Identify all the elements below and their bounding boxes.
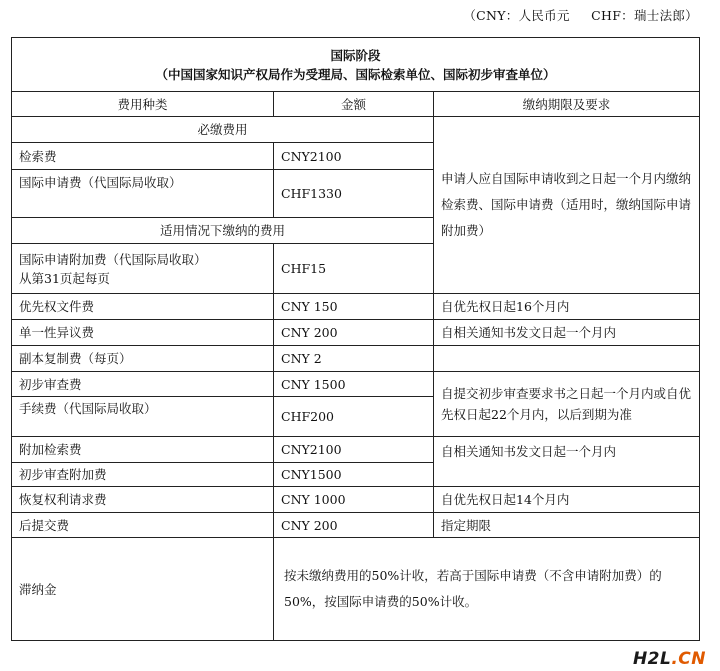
section-optional: 适用情况下缴纳的费用 <box>12 218 434 244</box>
late-payment-fee-description: 按未缴纳费用的50%计收，若高于国际申请费（不含申请附加费）的50%，按国际申请费的50%计收。 <box>274 538 700 641</box>
late-submission-fee-deadline: 指定期限 <box>434 513 700 538</box>
add-search-fee-amount: CNY2100 <box>274 437 434 463</box>
intl-filing-fee-amount: CHF1330 <box>274 170 434 218</box>
table-row <box>12 538 700 641</box>
extra-page-fee-type-line1: 国际申请附加费（代国际局收取） <box>19 251 207 267</box>
copy-fee-deadline <box>434 346 700 372</box>
fee-table <box>11 37 700 641</box>
add-prelim-fee-type: 初步审查附加费 <box>12 463 274 487</box>
group1-deadline: 申请人应自国际申请收到之日起一个月内缴纳检索费、国际申请费（适用时，缴纳国际申请附加费） <box>434 117 700 294</box>
extra-page-fee-type <box>12 244 274 294</box>
copy-fee-amount: CNY 2 <box>274 346 434 372</box>
group3-deadline: 自相关通知书发文日起一个月内 <box>434 437 700 487</box>
copy-fee-type: 副本复制费（每页） <box>12 346 274 372</box>
watermark-part-b: .CN <box>671 649 706 669</box>
unity-protest-fee-type: 单一性异议费 <box>12 320 274 346</box>
prelim-exam-fee-type: 初步审查费 <box>12 372 274 397</box>
section-mandatory: 必缴费用 <box>12 117 434 143</box>
title-row <box>12 38 700 92</box>
late-payment-fee-type: 滞纳金 <box>12 538 274 641</box>
table-row <box>12 294 700 320</box>
restoration-fee-type: 恢复权利请求费 <box>12 487 274 513</box>
table-row <box>12 346 700 372</box>
title-line2: （中国国家知识产权局作为受理局、国际检索单位、国际初步审查单位） <box>155 66 556 82</box>
header-deadline: 缴纳期限及要求 <box>434 92 700 117</box>
table-title <box>12 38 700 92</box>
currency-note: （CNY：人民币元 CHF：瑞士法郎） <box>463 8 698 23</box>
search-fee-amount: CNY2100 <box>274 143 434 170</box>
title-line1: 国际阶段 <box>330 47 381 63</box>
priority-doc-fee-deadline: 自优先权日起16个月内 <box>434 294 700 320</box>
search-fee-type: 检索费 <box>12 143 274 170</box>
table-row <box>12 437 700 463</box>
late-submission-fee-amount: CNY 200 <box>274 513 434 538</box>
handling-fee-type: 手续费（代国际局收取） <box>12 397 274 437</box>
table-row <box>12 513 700 538</box>
extra-page-fee-type-line2: 从第31页起每页 <box>19 270 110 286</box>
priority-doc-fee-type: 优先权文件费 <box>12 294 274 320</box>
table-row <box>12 487 700 513</box>
restoration-fee-deadline: 自优先权日起14个月内 <box>434 487 700 513</box>
prelim-exam-fee-amount: CNY 1500 <box>274 372 434 397</box>
header-amount: 金额 <box>274 92 434 117</box>
group2-deadline: 自提交初步审查要求书之日起一个月内或自优先权日起22个月内，以后到期为准 <box>434 372 700 437</box>
header-type: 费用种类 <box>12 92 274 117</box>
watermark-logo <box>633 649 706 669</box>
table-row <box>12 320 700 346</box>
unity-protest-fee-deadline: 自相关通知书发文日起一个月内 <box>434 320 700 346</box>
handling-fee-amount: CHF200 <box>274 397 434 437</box>
add-prelim-fee-amount: CNY1500 <box>274 463 434 487</box>
header-row <box>12 92 700 117</box>
unity-protest-fee-amount: CNY 200 <box>274 320 434 346</box>
priority-doc-fee-amount: CNY 150 <box>274 294 434 320</box>
restoration-fee-amount: CNY 1000 <box>274 487 434 513</box>
watermark-part-a: H2L <box>632 649 672 669</box>
table-row <box>12 372 700 397</box>
late-submission-fee-type: 后提交费 <box>12 513 274 538</box>
section-mandatory-row <box>12 117 700 143</box>
add-search-fee-type: 附加检索费 <box>12 437 274 463</box>
intl-filing-fee-type: 国际申请费（代国际局收取） <box>12 170 274 218</box>
extra-page-fee-amount: CHF15 <box>274 244 434 294</box>
